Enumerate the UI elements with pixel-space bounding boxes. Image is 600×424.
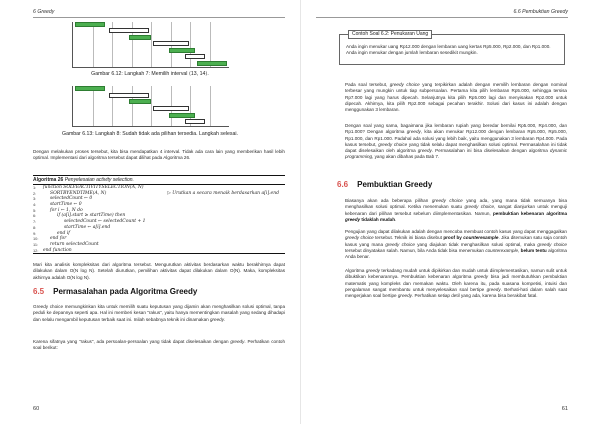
right-page	[300, 0, 600, 424]
body-paragraph: Pada soal tersebut, greedy choice yang terpikirkan adalah dengan memilih lembaran dengan nominal terbesar yang mungkin untuk tiap subpersoalan. Pertama kita pilih lembaran Rp5.000, sehingga tersisa Rp7.000 lagi yang harus dipecah. Selanjutnya kita pilih Rp5.000 lagi dan menyisakan Rp2.000 untuk dipecah. Akhirnya, kita pilih Rp2.000 sebagai pecahan terakhir. Solusi dari kasus ini adalah dengan menggunakan 3 lembaran.	[345, 82, 567, 113]
interval-bar	[153, 106, 189, 111]
grid-line	[151, 86, 152, 126]
interval-bar	[197, 61, 227, 66]
running-head: 6.6 Pembuktian Greedy	[513, 9, 568, 15]
line-number: 2:	[33, 190, 37, 196]
page-number: 60	[33, 406, 40, 412]
line-number: 12:	[33, 247, 39, 253]
section-heading: 6.6 Pembuktian Greedy	[337, 180, 433, 189]
interval-bar	[185, 119, 205, 124]
body-paragraph: Mari kita analisis kompleksitas dari algoritma tersebut. Mengurutkan aktivitas berdasarkan waktu berakhirnya dapat dilakukan dalam O(N log N). Setelah diurutkan, pemilihan aktivitas dapat dilakukan dalam O(N). Maka, kompleksitas akhirnya adalah O(N log N).	[33, 262, 285, 280]
line-number: 5:	[33, 207, 37, 213]
body-paragraph: Greedy choice memungkinkan kita untuk memilih suatu keputusan yang dijamin akan menghasilkan solusi optimal, tanpa peduli ke depannya seperti apa. Hal ini memberi kesan "rakus", yaitu hanya mementingkan masalah yang sedang dihadapi dan selalu mengambil keputusan terbaik saat ini. Inilah sebabnya teknik ini dinamakan greedy.	[33, 304, 285, 322]
algorithm-comment: ▷ Urutkan a secara menaik berdasarkan a[i].end	[167, 190, 279, 196]
algorithm-code: startTime ← a[i].end	[64, 224, 111, 230]
line-number: 7:	[33, 219, 37, 225]
algorithm-code: if (a[i].start ≥ startTime) then	[57, 213, 126, 219]
example-title: Contoh Soal 6.2: Penukaran Uang	[348, 30, 432, 39]
algorithm-code: selectedCount ← selectedCount + 1	[64, 219, 146, 225]
line-number: 11:	[33, 241, 39, 247]
algorithm-block	[33, 175, 285, 254]
section-heading: 6.5 Permasalahan pada Algoritma Greedy	[33, 287, 198, 296]
interval-bar	[75, 22, 105, 27]
body-paragraph: Dengan melakukan proses tersebut, kita bisa mendapatkan 4 interval. Tidak ada cara lain yang memberikan hasil lebih optimal. Implementasi dari algoritma tersebut dapat dilihat pada Algoritma 26.	[33, 149, 285, 161]
header-rule	[316, 17, 568, 18]
algorithm-code: startTime ← 0	[50, 202, 82, 208]
line-number: 4:	[33, 202, 37, 208]
interval-bar	[169, 113, 195, 118]
page-number: 61	[561, 406, 568, 412]
body-paragraph: Pengujian yang dapat dilakukan adalah dengan mencoba membuat contoh kasus yang dapat menggagalkan greedy choice tersebut. Teknik ini biasa disebut proof by counterexample. Jika ditemukan satu saja contoh kasus yang mana greedy choice yang diajukan tidak menghasilkan solusi optimal, maka greedy choice tersebut dinyatakan salah. Namun, bila Anda tidak bisa menemukan counterexample, belum tentu algoritma Anda benar.	[345, 229, 567, 260]
line-number: 6:	[33, 213, 37, 219]
algorithm-code: for i ← 1, N do	[50, 207, 83, 213]
algorithm-code: selectedCount ← 0	[50, 196, 93, 202]
algorithm-code: function SOLVEACTIVITYSELECTION(A, N)	[43, 185, 144, 190]
interval-bar	[129, 99, 151, 104]
body-paragraph: Dengan soal yang sama, bagaimana jika lembaran rupiah yang beredar bernilai Rp5.000, Rp4.000, dan Rp1.000? Dengan algoritma greedy, kita akan menukar Rp12.000 dengan lembaran Rp5.000, Rp5.000, Rp1.000, dan Rp1.000. Padahal ada solusi yang lebih baik, yaitu menggunakan 3 lembaran Rp4.000. Pada kasus tersebut, greedy choice yang tidak selalu dapat menghasilkan solusi optimal. Permasalahan ini tidak dapat diselesaikan oleh algoritma greedy. Permasalahan ini bisa diselesaikan dengan algoritma dynamic programming, yang akan dibahas pada Bab 7.	[345, 123, 568, 160]
grid-line	[210, 86, 211, 126]
grid-line	[190, 22, 191, 67]
algorithm-code: end for	[50, 236, 67, 242]
line-number: 10:	[33, 236, 39, 242]
line-number: 3:	[33, 196, 37, 202]
header-rule	[33, 17, 285, 18]
example-box	[339, 31, 565, 65]
interval-figure	[72, 22, 229, 68]
line-number: 8:	[33, 224, 37, 230]
algorithm-title: Algoritma 26 Penyelesaian activity selection.	[33, 177, 134, 183]
algorithm-line	[33, 248, 285, 254]
algorithm-code: end function	[43, 247, 72, 253]
interval-bar	[109, 93, 149, 98]
figure-caption: Gambar 6.12: Langkah 7: Memilih interval ⟨13, 14⟩.	[91, 71, 209, 77]
interval-bar	[75, 86, 105, 91]
running-head: 6 Greedy	[33, 9, 55, 15]
interval-bar	[169, 48, 195, 53]
body-paragraph: Algoritma greedy terkadang mudah untuk dipikirkan dan mudah untuk diimplementasikan, namun sulit untuk dibuktikan kebenarannya. Pembuktian kebenaran algoritma greedy bisa jadi membutuhkan pembuktian matematis yang kompleks dan memakan waktu. Oleh karena itu, pada suasana kompetisi, intuisi dan pengalaman sangat membantu untuk menyelesaikan soal bertipe greedy. Berhati-hati dalam salah saat mengerjakan soal bertipe greedy. Perhatikan setiap detil yang ada, karena bisa berakibat fatal.	[345, 268, 568, 299]
body-paragraph: Karena sifatnya yang "rakus", ada persoalan-persoalan yang tidak dapat diselesaikan dengan greedy. Perhatikan contoh soal berikut:	[33, 339, 285, 351]
interval-bar	[129, 35, 151, 40]
algorithm-code: end if	[57, 230, 70, 236]
figure-caption: Gambar 6.13: Langkah 8: Sudah tidak ada pilihan tersedia. Langkah selesai.	[62, 131, 238, 137]
grid-line	[93, 22, 94, 67]
algorithm-code: return selectedCount	[50, 241, 99, 247]
line-number: 1:	[33, 185, 37, 190]
interval-bar	[185, 54, 205, 59]
interval-figure	[72, 86, 229, 127]
algorithm-code: SORTBYENDTIME(A, N)	[50, 190, 107, 196]
body-paragraph: Biasanya akan ada beberapa pilihan greedy choice yang ada, yang mana tidak semuanya bisa menghasilkan solusi optimal. Ketika menemukan suatu greedy choice, sangat dianjurkan untuk menguji kebenaran dari pilihan tersebut sebelum diimplementasikan. Namun, pembuktian kebenaran algoritma greedy tidaklah mudah.	[345, 198, 568, 222]
line-number: 9:	[33, 230, 37, 236]
interval-bar	[109, 28, 149, 33]
example-text: Anda ingin menukar uang Rp12.000 dengan lembaran uang kertas Rp5.000, Rp2.000, dan Rp1.000. Anda ingin menukar dengan jumlah lembaran sesedikit mungkin.	[346, 44, 551, 56]
interval-bar	[153, 41, 189, 46]
grid-line	[93, 86, 94, 126]
grid-line	[151, 22, 152, 67]
